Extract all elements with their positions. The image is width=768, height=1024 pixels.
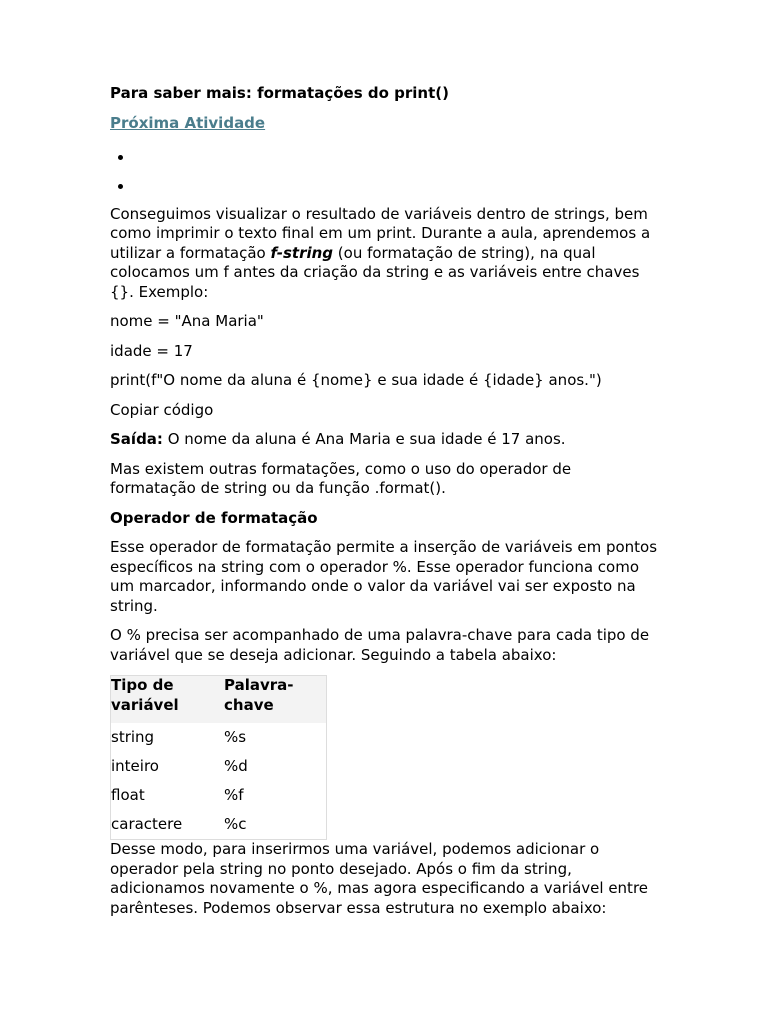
cell-keyword: %d [224,757,248,775]
code-line-2: idade = 17 [110,341,193,360]
keyword-description: O % precisa ser acompanhado de uma palavra-chave para cada tipo de variável que se deseja adicionar. Seguindo a tabela abaixo: [110,626,650,664]
list-item [134,143,658,172]
copy-code-button[interactable]: Copiar código [110,400,214,419]
list-item [134,172,658,201]
empty-bullet-list [110,143,658,201]
other-formats-paragraph: Mas existem outras formatações, como o uso do operador de formatação de string ou da função .format(). [110,459,572,497]
cell-keyword: %f [224,786,244,804]
output-text: O nome da aluna é Ana Maria e sua idade é 17 anos. [162,430,566,448]
closing-paragraph: Desse modo, para inserirmos uma variável, podemos adicionar o operador pela string no ponto desejado. Após o fim da string, adicionamos novamente o %, mas agora especificando a variável entre parênteses. Podemos observar essa estrutura no exemplo abaixo: [110,840,649,917]
table-row [111,781,327,810]
table-header-row [111,676,327,724]
intro-text-2: (ou formatação de string), na qual colocamos um f antes da criação da string e as variáveis entre chaves {}. Exemplo: [110,243,640,301]
table-row [111,752,327,781]
table-row [111,723,327,752]
cell-keyword: %c [224,815,247,833]
intro-text-1: Conseguimos visualizar o resultado de variáveis dentro de strings, bem como imprimir o texto final em um print. Durante a aula, aprendemos a utilizar a formatação [110,204,651,262]
cell-keyword: %s [224,728,247,746]
document-page [110,84,658,928]
next-activity-link[interactable]: Próxima Atividade [110,113,266,132]
fstring-term: f-string [270,243,334,262]
cell-type: float [111,786,145,804]
output-paragraph [110,430,658,450]
intro-paragraph [110,205,658,303]
operator-description: Esse operador de formatação permite a inserção de variáveis em pontos específicos na string com o operador %. Esse operador funciona como um marcador, informando onde o valor da variável vai ser exposto na string. [110,538,658,615]
page-title: Para saber mais: formatações do print() [110,84,449,102]
code-line-1: nome = "Ana Maria" [110,312,264,330]
section-heading: Operador de formatação [110,508,318,527]
variable-type-table [110,675,327,840]
cell-type: inteiro [111,757,159,775]
cell-type: caractere [111,815,183,833]
code-line-3: print(f"O nome da aluna é {nome} e sua idade é {idade} anos.") [110,371,602,389]
header-keyword: Palavra-chave [223,676,327,724]
cell-type: string [111,728,155,746]
table-row [111,810,327,840]
header-type: Tipo de variável [111,676,224,724]
output-label: Saída: [110,430,163,448]
